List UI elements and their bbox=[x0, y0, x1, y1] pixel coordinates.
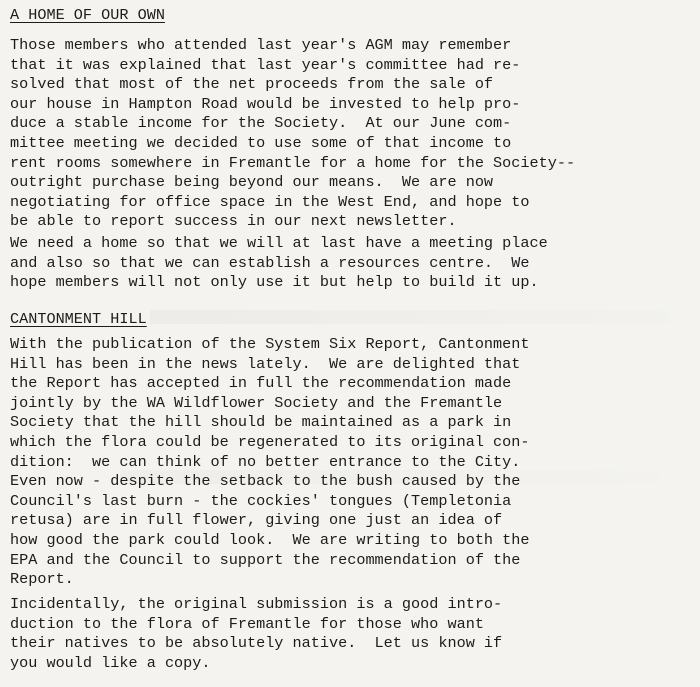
text-line: Council's last burn - the cockies' tongues (Templetonia bbox=[10, 491, 512, 510]
paragraph-home-intro bbox=[10, 36, 575, 232]
text-line: We need a home so that we will at last have a meeting place bbox=[10, 234, 548, 252]
text-line: duction to the flora of Fremantle for those who want bbox=[10, 614, 484, 633]
section-heading-cantonment: CANTONMENT HILL bbox=[10, 310, 147, 328]
text-line: Those members who attended last year's AGM may remember bbox=[10, 36, 512, 54]
text-line: dition: we can think of no better entrance to the City. bbox=[10, 452, 521, 471]
text-line: how good the park could look. We are writing to both the bbox=[10, 530, 530, 549]
text-line: their natives to be absolutely native. Let us know if bbox=[10, 634, 503, 653]
text-line: solved that most of the net proceeds from the sale of bbox=[10, 75, 494, 94]
section-heading-home: A HOME OF OUR OWN bbox=[10, 6, 165, 24]
text-line: EPA and the Council to support the recommendation of the bbox=[10, 550, 521, 569]
text-line: outright purchase being beyond our means. We are now bbox=[10, 173, 494, 192]
text-line: Incidentally, the original submission is a good intro- bbox=[10, 595, 503, 613]
text-line: mittee meeting we decided to use some of that income to bbox=[10, 133, 512, 152]
text-line: our house in Hampton Road would be invested to help pro- bbox=[10, 94, 521, 113]
text-line: hope members will not only use it but help to build it up. bbox=[10, 273, 539, 292]
text-line: Society that the hill should be maintained as a park in bbox=[10, 413, 512, 432]
text-line: duce a stable income for the Society. At our June com- bbox=[10, 114, 512, 133]
show-through-smudge bbox=[150, 310, 670, 324]
text-line: and also so that we can establish a resources centre. We bbox=[10, 253, 530, 272]
text-line: that it was explained that last year's committee had re- bbox=[10, 55, 521, 74]
text-line: you would like a copy. bbox=[10, 653, 211, 672]
text-line: With the publication of the System Six Report, Cantonment bbox=[10, 335, 530, 353]
text-line: negotiating for office space in the West End, and hope to bbox=[10, 192, 530, 211]
text-line: rent rooms somewhere in Fremantle for a home for the Society-- bbox=[10, 153, 576, 172]
text-line: which the flora could be regenerated to its original con- bbox=[10, 432, 530, 451]
text-line: jointly by the WA Wildflower Society and the Fremantle bbox=[10, 393, 503, 412]
text-line: retusa) are in full flower, giving one just an idea of bbox=[10, 511, 503, 530]
text-line: Report. bbox=[10, 570, 74, 589]
text-line: Even now - despite the setback to the bush caused by the bbox=[10, 472, 521, 491]
paragraph-cantonment-submission bbox=[10, 595, 502, 673]
text-line: Hill has been in the news lately. We are delighted that bbox=[10, 354, 521, 373]
paragraph-cantonment-report bbox=[10, 335, 530, 590]
paragraph-home-resources bbox=[10, 234, 548, 293]
text-line: be able to report success in our next newsletter. bbox=[10, 212, 457, 231]
text-line: the Report has accepted in full the recommendation made bbox=[10, 374, 512, 393]
